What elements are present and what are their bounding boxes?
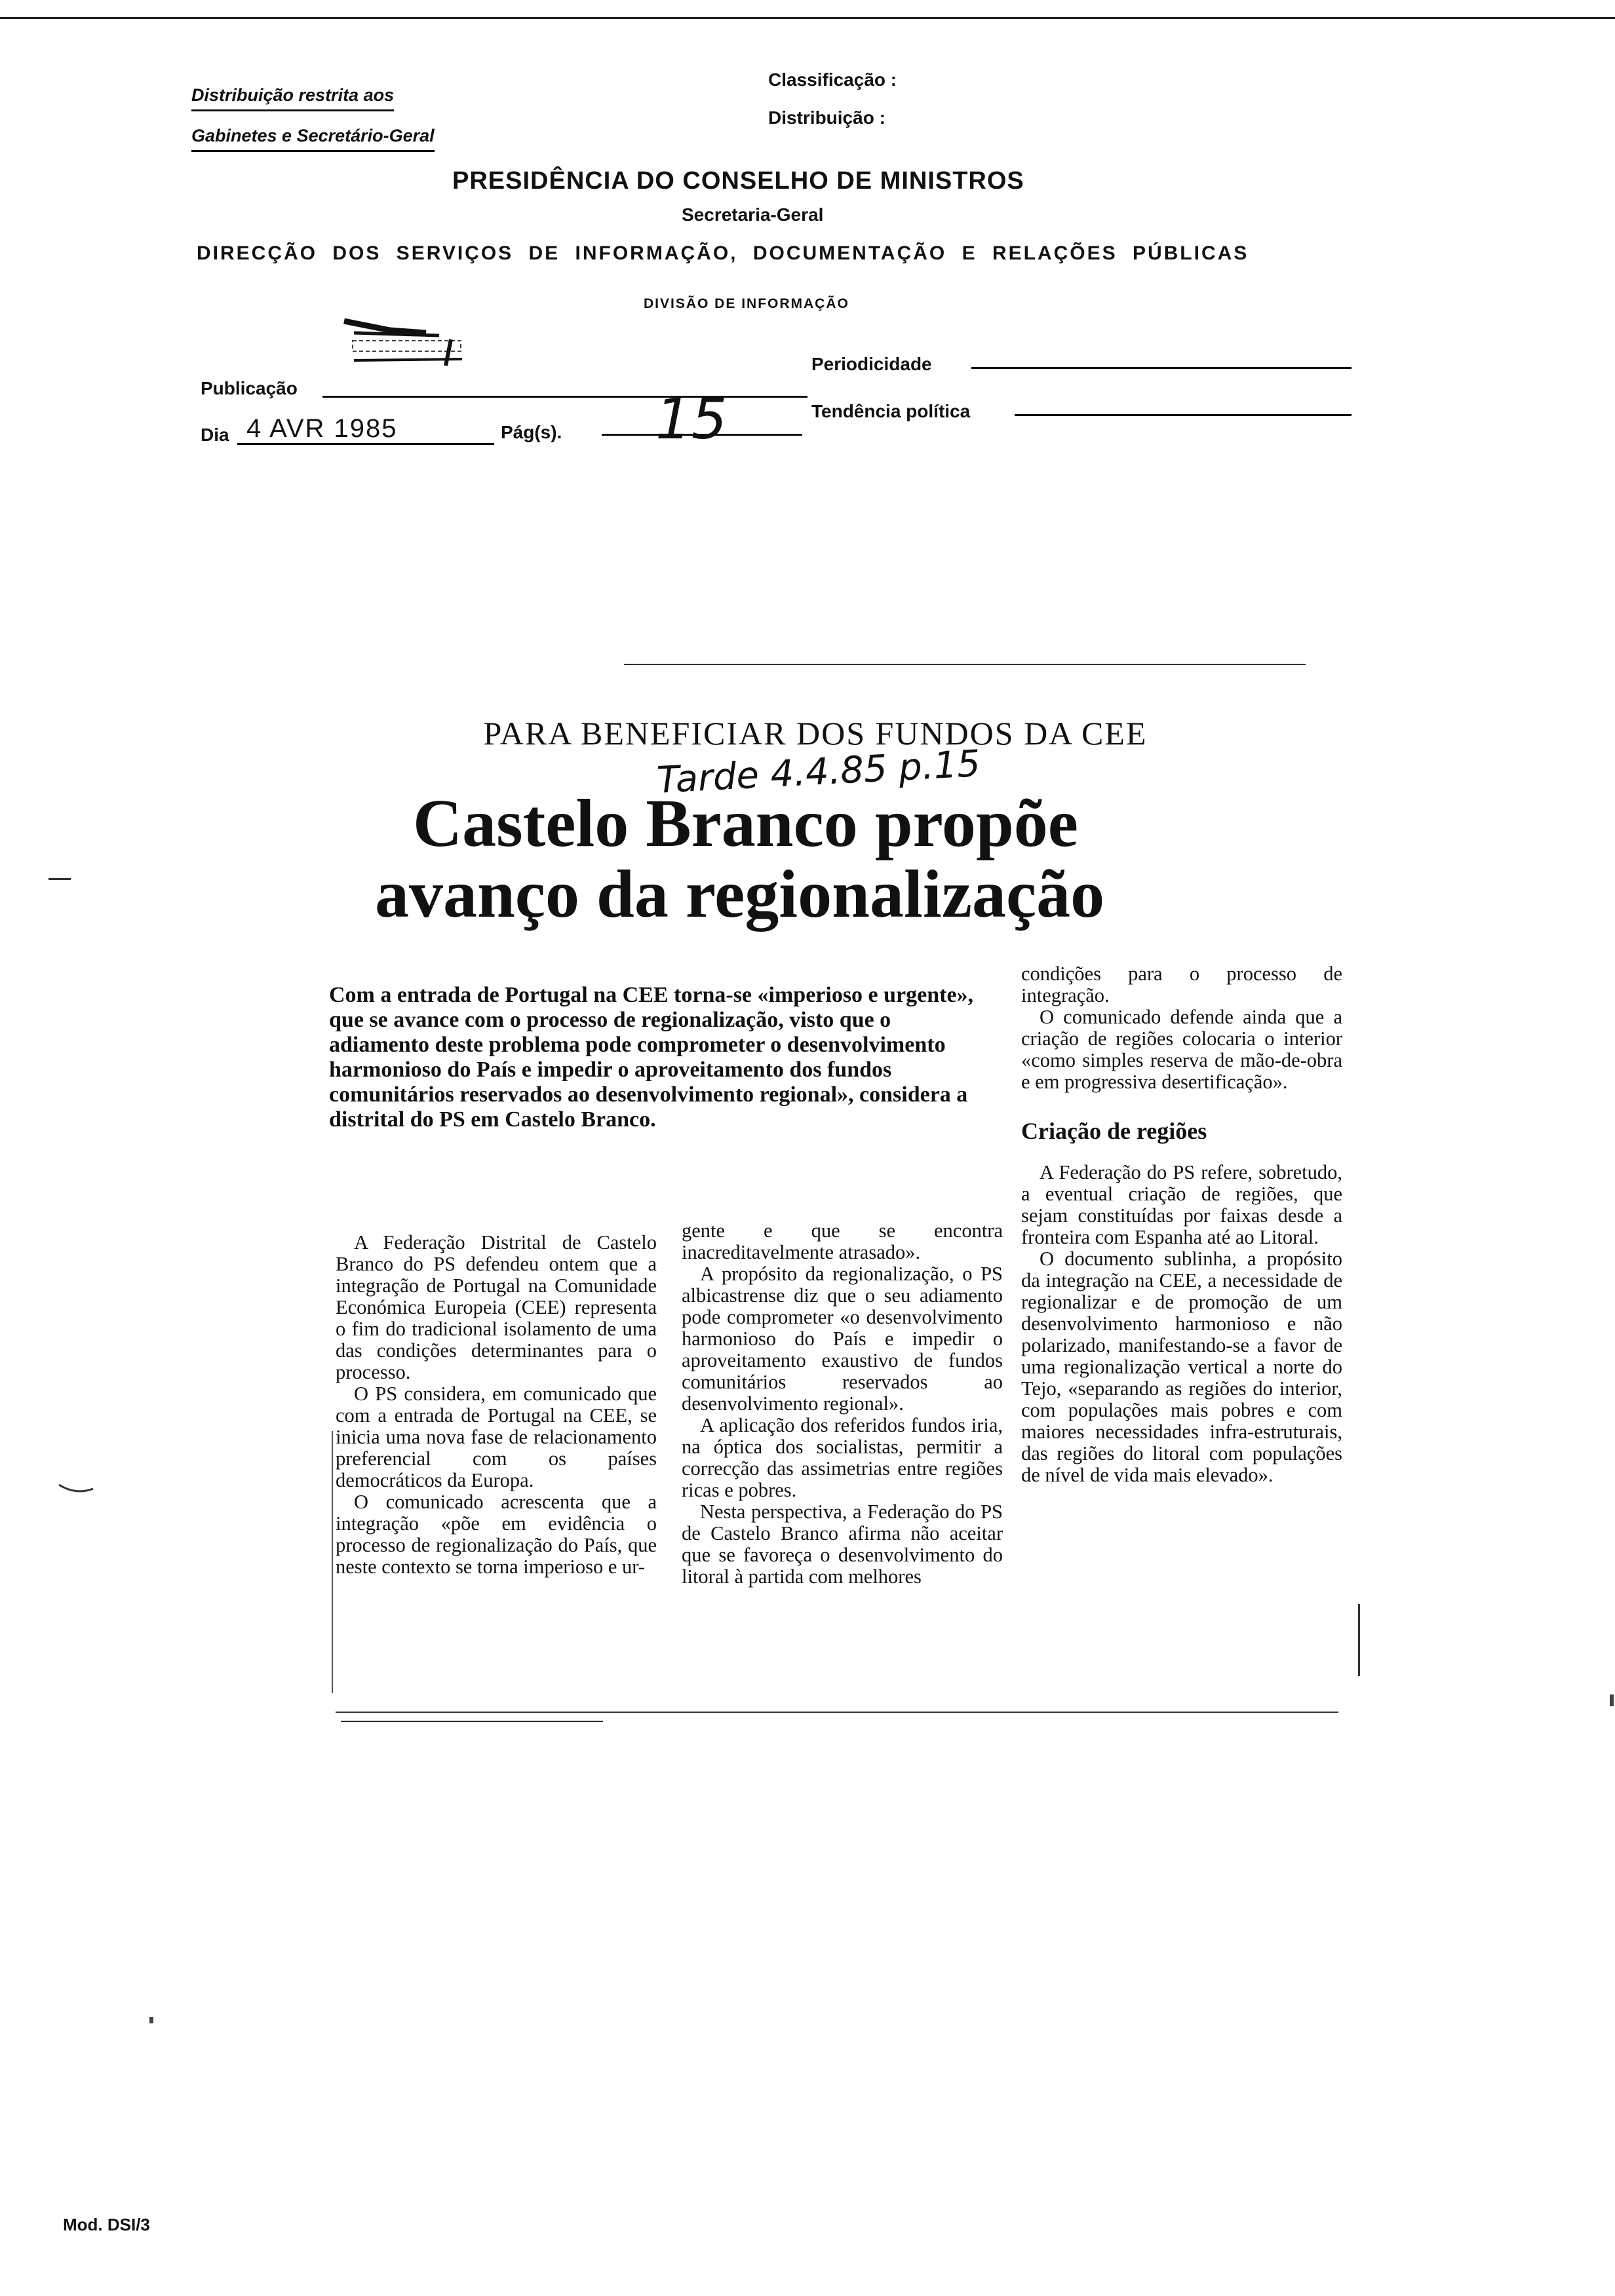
col3-paragraph: O documento sublinha, a propósito da integração na CEE, a necessidade de regionalizar e de promoção de um desenvolvimento harmonioso e não polarizado, manifestando-se a favor de uma regionalização vertical a norte do Tejo, «separando as regiões do interior, com populações mais pobres e com maiores necessidades infra-estruturais, das regiões do litoral com populações de nível de vida mais elevado». bbox=[1021, 1248, 1342, 1486]
presidencia-title: PRESIDÊNCIA DO CONSELHO DE MINISTROS bbox=[452, 167, 1024, 195]
article-column-1 bbox=[336, 1232, 657, 1578]
direccao-servicos: DIRECÇÃO DOS SERVIÇOS DE INFORMAÇÃO, DOCUMENTAÇÃO E RELAÇÕES PÚBLICAS bbox=[197, 242, 1249, 264]
secretaria-geral: Secretaria-Geral bbox=[682, 204, 824, 225]
col3-paragraph: A Federação do PS refere, sobretudo, a eventual criação de regiões, que sejam constituídas por faixas desde a fronteira com Espanha até ao Litoral. bbox=[1021, 1161, 1342, 1248]
scan-mark bbox=[49, 878, 71, 880]
publicacao-label: Publicação bbox=[201, 378, 298, 398]
article-subhead: Criação de regiões bbox=[1021, 1118, 1207, 1144]
clipping-bottom-rule bbox=[336, 1712, 1338, 1713]
article-column-2 bbox=[682, 1220, 1003, 1588]
col2-paragraph: A aplicação dos referidos fundos iria, na óptica dos socialistas, permitir a correcção das assimetrias entre regiões ricas e pobres. bbox=[682, 1414, 1003, 1501]
col1-paragraph: O comunicado acrescenta que a integração «põe em evidência o processo de regionalização do País, que neste contexto se torna imperioso e ur- bbox=[336, 1491, 657, 1578]
classificacao-label: Classificação : bbox=[768, 69, 897, 90]
handwritten-annotation: Tarde 4.4.85 p.15 bbox=[655, 742, 982, 802]
tendencia-field bbox=[1015, 414, 1352, 416]
scan-top-border bbox=[0, 17, 1615, 19]
newspaper-stamp bbox=[341, 313, 472, 385]
tendencia-label: Tendência política bbox=[811, 401, 971, 421]
periodicidade-field bbox=[971, 367, 1352, 369]
article-column-3 bbox=[1021, 963, 1342, 1486]
scan-mark bbox=[149, 2017, 153, 2023]
article-kicker: PARA BENEFICIAR DOS FUNDOS DA CEE bbox=[483, 715, 1148, 752]
distribuicao-label: Distribuição : bbox=[768, 107, 885, 128]
pags-label: Pág(s). bbox=[501, 422, 562, 442]
publicacao-field bbox=[322, 396, 808, 398]
restricted-distribution-line2: Gabinetes e Secretário-Geral bbox=[191, 126, 435, 152]
col2-paragraph: Nesta perspectiva, a Federação do PS de Castelo Branco afirma não aceitar que se favoreça o desenvolvimento do litoral à partida com melhores bbox=[682, 1501, 1003, 1588]
column-1-left-rule bbox=[332, 1431, 333, 1693]
clipping-bottom-rule-short bbox=[341, 1721, 603, 1722]
dia-label: Dia bbox=[201, 425, 229, 445]
headline-line1: Castelo Branco propõe bbox=[413, 786, 1078, 861]
dia-value: 4 AVR 1985 bbox=[246, 414, 398, 443]
col3-paragraph: O comunicado defende ainda que a criação de regiões colocaria o interior «como simples reserva de mão-de-obra e em progressiva desertificação». bbox=[1021, 1006, 1342, 1093]
restricted-distribution-line1: Distribuição restrita aos bbox=[191, 85, 394, 111]
col2-paragraph: A propósito da regionalização, o PS albicastrense diz que o seu adiamento pode comprometer «o desenvolvimento harmonioso do País e impedir o aproveitamento exaustivo de fundos comunitários reservados ao desenvolvimento regional». bbox=[682, 1263, 1003, 1415]
pags-field bbox=[602, 434, 802, 436]
clipping-top-rule bbox=[624, 664, 1306, 665]
col2-paragraph: gente e que se encontra inacreditavelmente atrasado». bbox=[682, 1219, 1003, 1263]
divisao-informacao: DIVISÃO DE INFORMAÇÃO bbox=[644, 296, 849, 311]
pags-value: 15 bbox=[655, 387, 728, 452]
form-model-label: Mod. DSI/3 bbox=[63, 2215, 150, 2234]
scan-mark bbox=[1610, 1694, 1614, 1706]
scan-mark bbox=[58, 1482, 94, 1495]
col1-paragraph: O PS considera, em comunicado que com a entrada de Portugal na CEE, se inicia uma nova fase de relacionamento preferencial com os países democráticos da Europa. bbox=[336, 1383, 657, 1491]
dia-field bbox=[237, 443, 494, 445]
column-3-right-rule bbox=[1358, 1604, 1360, 1676]
col1-paragraph: A Federação Distrital de Castelo Branco do PS defendeu ontem que a integração de Portugal na Comunidade Económica Europeia (CEE) representa o fim do tradicional isolamento de uma das condições determinantes para o processo. bbox=[336, 1231, 657, 1383]
article-lead: Com a entrada de Portugal na CEE torna-se «imperioso e urgente», que se avance com o processo de regionalização, visto que o adiamento deste problema pode comprometer o desenvolvimento harmonioso do País e impedir o aproveitamento dos fundos comunitários reservados ao desenvolvimento regional», considera a distrital do PS em Castelo Branco. bbox=[329, 983, 974, 1132]
periodicidade-label: Periodicidade bbox=[811, 354, 932, 374]
headline-line2: avanço da regionalização bbox=[375, 856, 1105, 932]
col3-paragraph: condições para o processo de integração. bbox=[1021, 963, 1342, 1006]
